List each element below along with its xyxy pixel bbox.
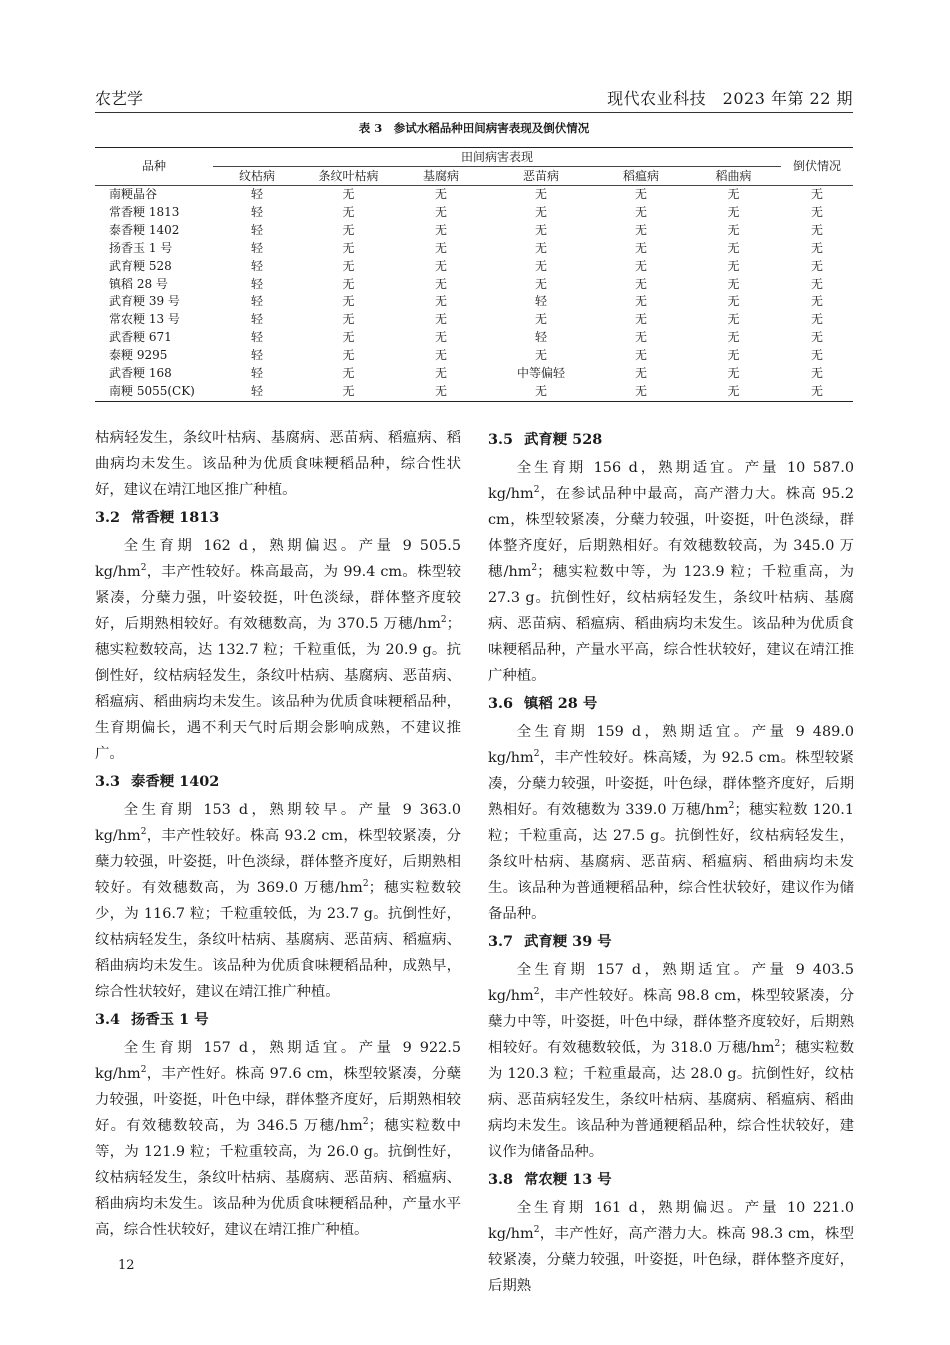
table-cell: 无 (634, 312, 647, 327)
variety-cell: 扬香玉 1 号 (109, 240, 173, 255)
table-cell: 无 (727, 204, 740, 219)
table-cell: 无 (810, 187, 823, 201)
table-cell: 无 (342, 312, 355, 327)
table-cell: 无 (810, 312, 823, 327)
variety-cell: 常农粳 13 号 (109, 312, 180, 327)
table-cell: 无 (534, 276, 547, 291)
variety-cell: 武香粳 168 (109, 366, 172, 381)
section-heading: 3.3 泰香粳 1402 (95, 773, 220, 790)
table-cell: 无 (434, 187, 447, 201)
table-cell: 无 (486, 383, 596, 401)
table-cell: 无 (342, 204, 355, 219)
header-disease: 恶苗病 (486, 167, 596, 186)
variety-cell: 南粳晶谷 (109, 187, 158, 201)
table-cell: 无 (434, 312, 447, 327)
paragraph: 全生育期 157 d，熟期适宜。产量 9 403.5 $kg/hm^2$，丰产性较好。株高 98.8 cm，株型较紧凑，分蘖力中等，叶姿挺，叶色中绿，群体整齐度较好，后期熟相较好。有效穗数较低，为 318.0 万穗$/hm^2$；穗实粒数为 120.3 粒；千粒重最高，达 28.0 g。抗倒性好，纹枯病、恶苗病轻发生，条纹叶枯病、基腐病、稻瘟病、稻曲病均未发生。该品种为普通粳稻品种，综合性状较好，建议作为储备品种。 (488, 962, 854, 1160)
table-cell: 无 (534, 240, 547, 255)
table-cell: 无 (727, 366, 740, 381)
table-cell: 中等偏轻 (516, 366, 565, 381)
variety-cell: 南粳 5055(CK) (95, 383, 213, 401)
variety-cell: 镇稻 28 号 (109, 276, 168, 291)
table-cell: 无 (301, 383, 396, 401)
paragraph: 全生育期 157 d，熟期适宜。产量 9 922.5 $kg/hm^2$，丰产性好。株高 97.6 cm，株型较紧凑，分蘖力较强，叶姿挺，叶色中绿，群体整齐度好，后期熟相较好。有效穗数较高，为 346.5 万穗$/hm^2$；穗实粒数中等，为 121.9 粒；千粒重较高，为 26.0 g。抗倒性好，纹枯病轻发生，条纹叶枯病、基腐病、恶苗病、稻瘟病、稻曲病均未发生。该品种为优质食味粳稻品种，产量水平高，综合性状较好，建议在靖江推广种植。 (95, 1040, 461, 1238)
table-row (95, 276, 853, 294)
table-cell: 无 (727, 330, 740, 345)
section-heading: 3.2 常香粳 1813 (95, 509, 220, 526)
table-cell: 无 (634, 240, 647, 255)
table-cell: 轻 (250, 294, 263, 309)
table-cell: 轻 (250, 222, 263, 237)
running-header (95, 86, 853, 113)
table-cell: 轻 (250, 330, 263, 345)
header-section: 农艺学 (95, 89, 144, 108)
header-disease: 稻瘟病 (596, 167, 686, 186)
right-column (488, 425, 854, 1299)
table-cell: 无 (434, 294, 447, 309)
table-cell: 无 (634, 366, 647, 381)
table-cell: 无 (342, 348, 355, 363)
table-cell: 无 (342, 276, 355, 291)
table-cell: 轻 (250, 240, 263, 255)
table-cell: 无 (686, 383, 781, 401)
table-cell: 无 (534, 204, 547, 219)
table-row (95, 240, 853, 258)
table-cell: 无 (634, 294, 647, 309)
table-row (95, 383, 853, 401)
table-cell: 无 (342, 294, 355, 309)
paragraph: 全生育期 156 d，熟期适宜。产量 10 587.0 $kg/hm^2$，在参试品种中最高，高产潜力大。株高 95.2 cm，株型较紧凑，分蘖力较强，叶姿挺，叶色淡绿，群体整齐度好，后期熟相好。有效穗数较高，为 345.0 万穗$/hm^2$；穗实粒数中等，为 123.9 粒；千粒重高，为 27.3 g。抗倒性好，纹枯病轻发生，条纹叶枯病、基腐病、恶苗病、稻瘟病、稻曲病均未发生。该品种为优质食味粳稻品种，产量水平高，综合性状较好，建议在靖江推广种植。 (488, 460, 854, 684)
table-cell: 无 (634, 348, 647, 363)
table-cell: 无 (434, 240, 447, 255)
table-cell: 无 (434, 222, 447, 237)
table-cell: 无 (810, 366, 823, 381)
table-cell: 无 (342, 330, 355, 345)
table-cell: 无 (727, 258, 740, 273)
table-cell: 无 (634, 258, 647, 273)
table-row (95, 347, 853, 365)
table-cell: 无 (634, 222, 647, 237)
header-lodging: 倒伏情况 (781, 148, 853, 186)
table-cell: 无 (810, 204, 823, 219)
table-cell: 轻 (250, 366, 263, 381)
header-variety: 品种 (95, 148, 213, 186)
table-cell: 轻 (250, 348, 263, 363)
paragraph: 全生育期 159 d，熟期适宜。产量 9 489.0 $kg/hm^2$，丰产性较好。株高矮，为 92.5 cm。株型较紧凑，分蘖力较强，叶姿挺，叶色绿，群体整齐度好，后期熟相好。有效穗数为 339.0 万穗$/hm^2$；穗实粒数 120.1 粒；千粒重高，达 27.5 g。抗倒性好，纹枯病轻发生，条纹叶枯病、基腐病、恶苗病、稻瘟病、稻曲病均未发生。该品种为普通粳稻品种，综合性状较好，建议作为储备品种。 (488, 724, 854, 922)
paragraph: 全生育期 162 d，熟期偏迟。产量 9 505.5 $kg/hm^2$，丰产性较好。株高最高，为 99.4 cm。株型较紧凑，分蘖力强，叶姿较挺，叶色淡绿，群体整齐度较好，后期熟相较好。有效穗数高，为 370.5 万穗$/hm^2$；穗实粒数较高，达 132.7 粒；千粒重低，为 20.9 g。抗倒性好，纹枯病轻发生，条纹叶枯病、基腐病、恶苗病、稻瘟病、稻曲病均未发生。该品种为优质食味粳稻品种，生育期偏长，遇不利天气时后期会影响成熟，不建议推广。 (95, 538, 461, 762)
table-cell: 无 (634, 276, 647, 291)
table-cell: 轻 (250, 312, 263, 327)
table-cell: 无 (434, 204, 447, 219)
table-cell: 轻 (250, 187, 263, 201)
table-cell: 无 (810, 258, 823, 273)
table-cell: 无 (342, 258, 355, 273)
table-cell: 无 (434, 258, 447, 273)
header-journal: 现代农业科技 2023 年第 22 期 (607, 89, 853, 108)
table-cell: 轻 (534, 294, 547, 309)
table-cell: 无 (534, 348, 547, 363)
header-field-disease: 田间病害表现 (213, 148, 781, 167)
table-cell: 无 (534, 222, 547, 237)
section-heading: 3.4 扬香玉 1 号 (95, 1011, 209, 1028)
table-cell: 无 (727, 222, 740, 237)
table-cell: 无 (810, 276, 823, 291)
table-cell: 轻 (250, 258, 263, 273)
table-row (95, 311, 853, 329)
table-cell: 无 (596, 383, 686, 401)
table-row (95, 258, 853, 276)
table-cell: 无 (781, 383, 853, 401)
table-cell: 轻 (250, 204, 263, 219)
paragraph: 全生育期 161 d，熟期偏迟。产量 10 221.0 $kg/hm^2$，丰产性好，高产潜力大。株高 98.3 cm，株型较紧凑，分蘖力较强，叶姿挺，叶色绿，群体整齐度好，后期熟 (488, 1200, 854, 1294)
table-row (95, 186, 853, 204)
section-heading: 3.6 镇稻 28 号 (488, 695, 598, 712)
table-cell: 无 (434, 330, 447, 345)
table-cell: 无 (342, 240, 355, 255)
table-row (95, 204, 853, 222)
table-cell: 无 (810, 348, 823, 363)
table-cell: 无 (434, 276, 447, 291)
table-cell: 无 (810, 240, 823, 255)
table-cell: 无 (534, 187, 547, 201)
table-cell: 无 (810, 294, 823, 309)
variety-cell: 武育粳 39 号 (109, 294, 180, 309)
table-cell: 无 (534, 312, 547, 327)
section-heading: 3.5 武育粳 528 (488, 431, 603, 448)
table-row (95, 329, 853, 347)
table-cell: 无 (634, 330, 647, 345)
variety-cell: 武香粳 671 (109, 330, 172, 345)
table-cell: 无 (634, 187, 647, 201)
variety-cell: 泰香粳 1402 (109, 222, 180, 237)
table-cell: 无 (810, 330, 823, 345)
table-cell: 无 (342, 366, 355, 381)
table-caption: 表 3 参试水稻品种田间病害表现及倒伏情况 (358, 121, 590, 135)
header-disease: 条纹叶枯病 (301, 167, 396, 186)
table-cell: 无 (727, 312, 740, 327)
paragraph: 全生育期 153 d，熟期较早。产量 9 363.0 $kg/hm^2$，丰产性较好。株高 93.2 cm，株型较紧凑，分蘖力较强，叶姿挺，叶色淡绿，群体整齐度好，后期熟相较好。有效穗数高，为 369.0 万穗$/hm^2$；穗实粒数较少，为 116.7 粒；千粒重较低，为 23.7 g。抗倒性好，纹枯病轻发生，条纹叶枯病、基腐病、恶苗病、稻瘟病、稻曲病均未发生。该品种为优质食味粳稻品种，成熟早，综合性状较好，建议在靖江推广种植。 (95, 802, 461, 1000)
table-cell: 无 (634, 204, 647, 219)
table-cell: 轻 (534, 330, 547, 345)
table-cell: 无 (534, 258, 547, 273)
table-cell: 无 (727, 276, 740, 291)
variety-cell: 常香粳 1813 (109, 204, 180, 219)
table-cell: 无 (727, 240, 740, 255)
paragraph: 枯病轻发生，条纹叶枯病、基腐病、恶苗病、稻瘟病、稻曲病均未发生。该品种为优质食味粳稻品种，综合性状好，建议在靖江地区推广种植。 (95, 430, 461, 498)
table-cell: 无 (342, 222, 355, 237)
section-heading: 3.7 武育粳 39 号 (488, 933, 612, 950)
table-cell: 无 (727, 187, 740, 201)
left-column (95, 425, 461, 1243)
table-cell: 无 (342, 187, 355, 201)
table-cell: 无 (434, 366, 447, 381)
table-cell: 无 (810, 222, 823, 237)
disease-table (95, 147, 853, 402)
table-row (95, 293, 853, 311)
table-cell: 轻 (250, 276, 263, 291)
variety-cell: 武育粳 528 (109, 258, 172, 273)
section-heading: 3.8 常农粳 13 号 (488, 1171, 612, 1188)
table-cell: 无 (727, 348, 740, 363)
page-number: 12 (118, 1258, 135, 1273)
header-disease: 纹枯病 (213, 167, 301, 186)
table-cell: 无 (727, 294, 740, 309)
table-row (95, 365, 853, 383)
variety-cell: 泰粳 9295 (109, 348, 168, 363)
table-cell: 轻 (213, 383, 301, 401)
header-disease: 基腐病 (396, 167, 486, 186)
table-cell: 无 (434, 348, 447, 363)
table-row (95, 222, 853, 240)
header-disease: 稻曲病 (686, 167, 781, 186)
table-cell: 无 (396, 383, 486, 401)
